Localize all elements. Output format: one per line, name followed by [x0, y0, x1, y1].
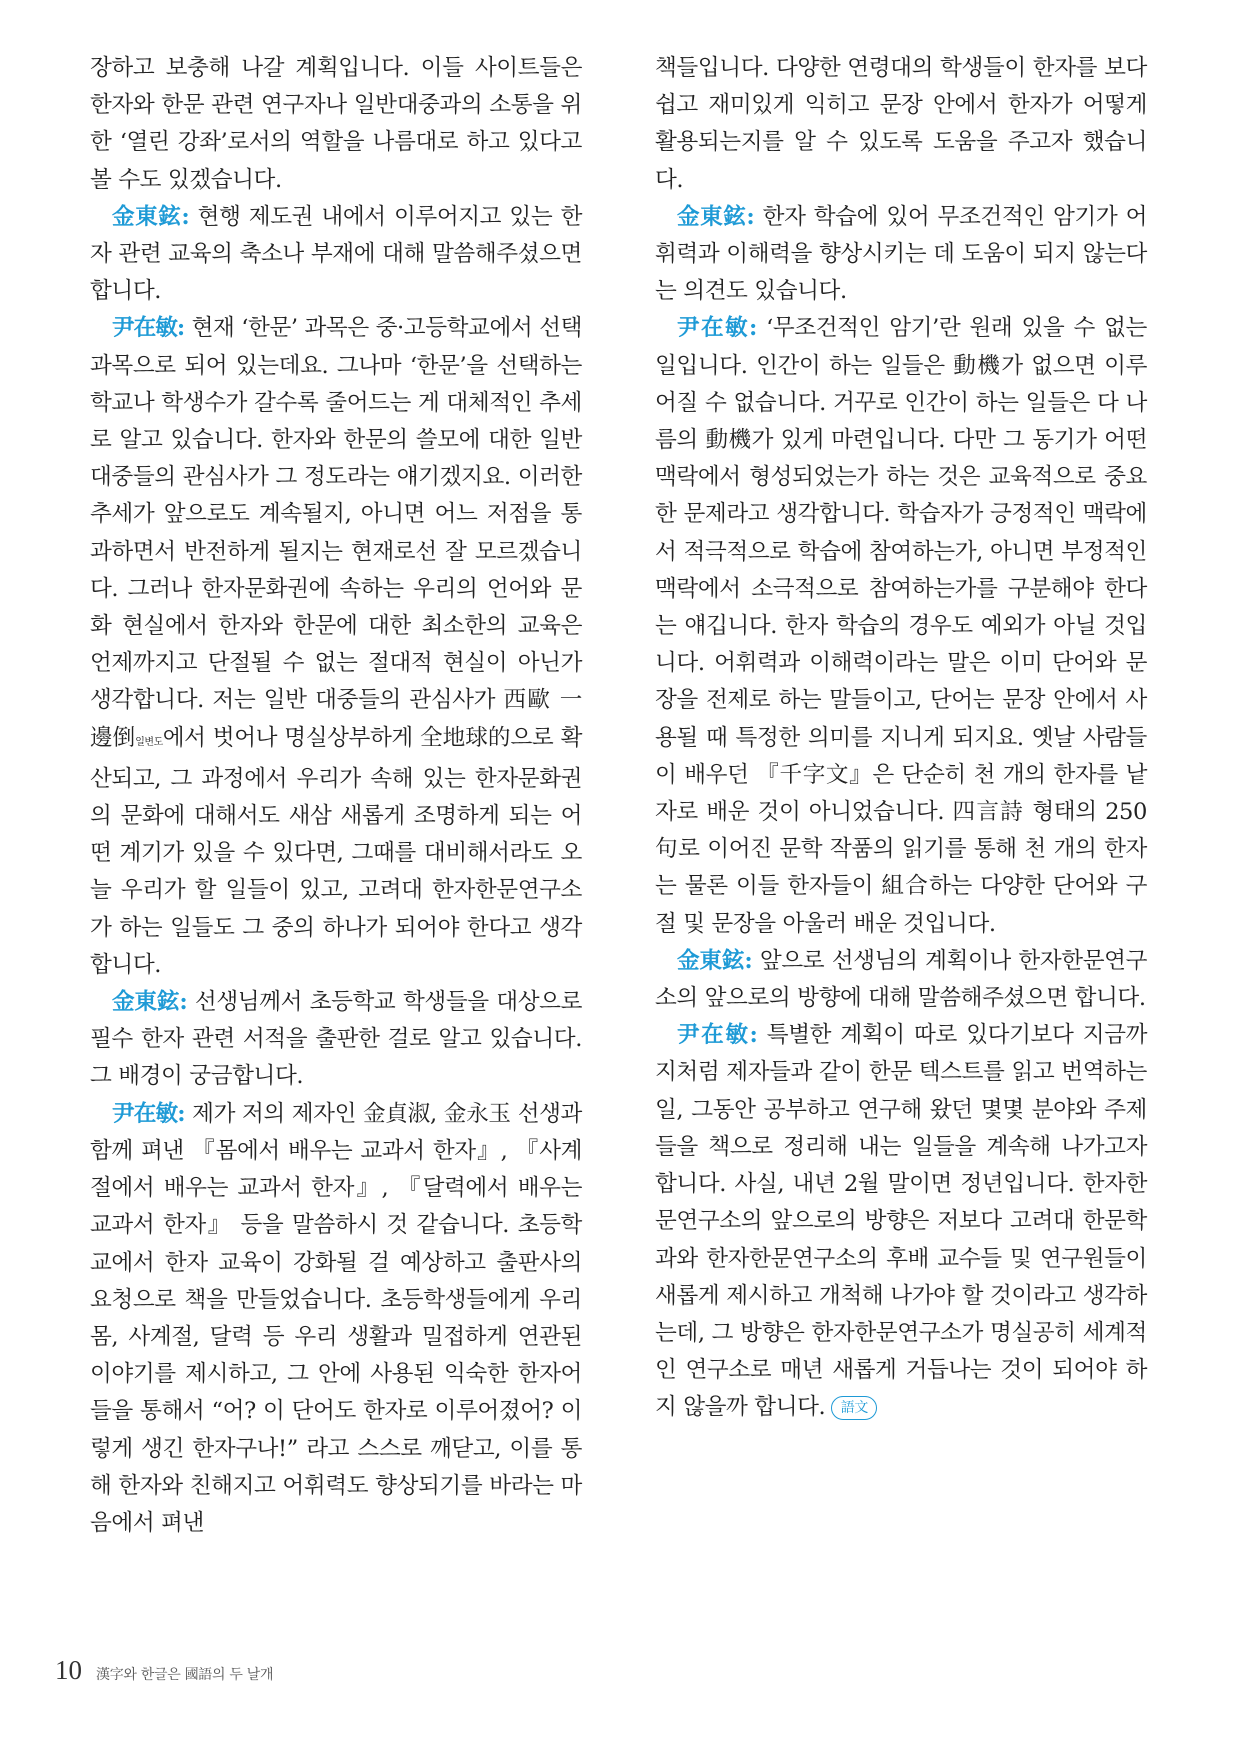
paragraph — [655, 1017, 1147, 1426]
end-mark-icon: 語文 — [831, 1396, 877, 1420]
running-title: 漢字와 한글은 國語의 두 날개 — [96, 1667, 274, 1683]
paragraph-text-continued: 에서 벗어나 명실상부하게 全地球的으로 확산되고, 그 과정에서 우리가 속해 있는 한자문화권의 문화에 대해서도 새삼 새롭게 조명하게 되는 어떤 계기가 있을 수 있다면, 그때를 대비해서라도 오늘 우리가 할 일들이 있고, 고려대 한자한문연구소가 하는 일들도 그 중의 하나가 되어야 한다고 생각합니다. — [90, 724, 582, 978]
paragraph-text: 앞으로 선생님의 계획이나 한자한문연구소의 앞으로의 방향에 대해 말씀해주셨으면 합니다. — [655, 947, 1147, 1012]
speaker-separator: : — [179, 989, 188, 1016]
paragraph — [90, 1096, 582, 1542]
paragraph — [655, 50, 1147, 199]
speaker-separator: : — [177, 1100, 186, 1127]
paragraph-text: 선생님께서 초등학교 학생들을 대상으로 필수 한자 관련 서적을 출판한 걸로 알고 있습니다. 그 배경이 궁금합니다. — [90, 989, 582, 1090]
speaker-separator: : — [176, 315, 185, 342]
speaker-name: 尹在敏 — [112, 1100, 178, 1127]
paragraph-text: ‘무조건적인 암기’란 원래 있을 수 없는 일입니다. 인간이 하는 일들은 動機가 없으면 이루어질 수 없습니다. 거꾸로 인간이 하는 일들은 다 나름의 動機가 있게 마련입니다. 다만 그 동기가 어떤 맥락에서 형성되었는가 하는 것은 교육적으로 중요한 문제라고 생각합니다. 학습자가 긍정적인 맥락에서 적극적으로 학습에 참여하는가, 아니면 부정적인 맥락에서 소극적으로 참여하는가를 구분해야 한다는 얘깁니다. 한자 학습의 경우도 예외가 아닐 것입니다. 어휘력과 이해력이라는 말은 이미 단어와 문장을 전제로 하는 말들이고, 단어는 문장 안에서 사용될 때 특정한 의미를 지니게 되지요. 옛날 사람들이 배우던 『千字文』은 단순히 천 개의 한자를 낱자로 배운 것이 아니었습니다. 四言詩 형태의 250句로 이어진 문학 작품의 읽기를 통해 천 개의 한자는 물론 이들 한자들이 組合하는 다양한 단어와 구절 및 문장을 아울러 배운 것입니다. — [655, 315, 1148, 937]
page-number: 10 — [55, 1655, 82, 1685]
reading-note: 일변도 — [135, 736, 163, 748]
speaker-separator: : — [749, 1022, 758, 1049]
paragraph-text: 한자 학습에 있어 무조건적인 암기가 어휘력과 이해력을 향상시키는 데 도움이 되지 않는다는 의견도 있습니다. — [655, 203, 1147, 305]
paragraph-text: 책들입니다. 다양한 연령대의 학생들이 한자를 보다 쉽고 재미있게 익히고 문장 안에서 한자가 어떻게 활용되는지를 알 수 있도록 도움을 주고자 했습니다. — [655, 55, 1147, 193]
speaker-name: 尹在敏 — [677, 1022, 750, 1049]
speaker-separator: : — [746, 203, 755, 230]
speaker-name: 尹在敏 — [112, 315, 177, 342]
paragraph — [655, 310, 1147, 942]
paragraph — [655, 943, 1147, 1017]
paragraph — [90, 199, 582, 311]
right-column — [655, 50, 1147, 1427]
paragraph — [655, 199, 1147, 311]
speaker-name: 尹在敏 — [677, 315, 749, 342]
speaker-name: 金東鉉 — [677, 203, 747, 230]
speaker-name: 金東鉉 — [112, 989, 180, 1016]
speaker-separator: : — [748, 315, 757, 342]
speaker-name: 金東鉉 — [112, 203, 182, 230]
paragraph-text: 현재 ‘한문’ 과목은 중·고등학교에서 선택과목으로 되어 있는데요. 그나마 ‘한문’을 선택하는 학교나 학생수가 갈수록 줄어드는 게 대체적인 추세로 알고 있습니다. 한자와 한문의 쓸모에 대한 일반 대중들의 관심사가 그 정도라는 얘기겠지요. 이러한 추세가 앞으로도 계속될지, 아니면 어느 저점을 통과하면서 반전하게 될지는 현재로선 잘 모르겠습니다. 그러나 한자문화권에 속하는 우리의 언어와 문화 현실에서 한자와 한문에 대한 최소한의 교육은 언제까지고 단절될 수 없는 절대적 현실이 아닌가 생각합니다. 저는 일반 대중들의 관심사가 西歐 一邊倒 — [90, 315, 582, 751]
paragraph-text: 제가 저의 제자인 金貞淑, 金永玉 선생과 함께 펴낸 『몸에서 배우는 교과서 한자』, 『사계절에서 배우는 교과서 한자』, 『달력에서 배우는 교과서 한자』 등을 말씀하시 것 같습니다. 초등학교에서 한자 교육이 강화될 걸 예상하고 출판사의 요청으로 책을 만들었습니다. 초등학생들에게 우리 몸, 사계절, 달력 등 우리 생활과 밀접하게 연관된 이야기를 제시하고, 그 안에 사용된 익숙한 한자어들을 통해서 “어? 이 단어도 한자로 이루어졌어? 이렇게 생긴 한자구나!” 라고 스스로 깨닫고, 이를 통해 한자와 친해지고 어휘력도 향상되기를 바라는 마음에서 펴낸 — [90, 1100, 582, 1536]
left-column — [90, 50, 582, 1542]
paragraph-text: 장하고 보충해 나갈 계획입니다. 이들 사이트들은 한자와 한문 관련 연구자나 일반대중과의 소통을 위한 ‘열린 강좌’로서의 역할을 나름대로 하고 있다고 볼 수도 있겠습니다. — [90, 55, 582, 193]
page-footer — [55, 1655, 273, 1686]
paragraph — [90, 984, 582, 1096]
speaker-separator: : — [181, 203, 190, 230]
paragraph — [90, 50, 582, 199]
speaker-name: 金東鉉 — [677, 947, 745, 974]
paragraph-text: 현행 제도권 내에서 이루어지고 있는 한자 관련 교육의 축소나 부재에 대해 말씀해주셨으면 합니다. — [90, 203, 582, 305]
speaker-separator: : — [744, 947, 753, 974]
paragraph — [90, 310, 582, 984]
paragraph-text: 특별한 계획이 따로 있다기보다 지금까지처럼 제자들과 같이 한문 텍스트를 읽고 번역하는 일, 그동안 공부하고 연구해 왔던 몇몇 분야와 주제들을 책으로 정리해 내는 일들을 계속해 나가고자 합니다. 사실, 내년 2월 말이면 정년입니다. 한자한문연구소의 앞으로의 방향은 저보다 고려대 한문학과와 한자한문연구소의 후배 교수들 및 연구원들이 새롭게 제시하고 개척해 나가야 할 것이라고 생각하는데, 그 방향은 한자한문연구소가 명실공히 세계적인 연구소로 매년 새롭게 거듭나는 것이 되어야 하지 않을까 합니다. — [655, 1022, 1148, 1421]
